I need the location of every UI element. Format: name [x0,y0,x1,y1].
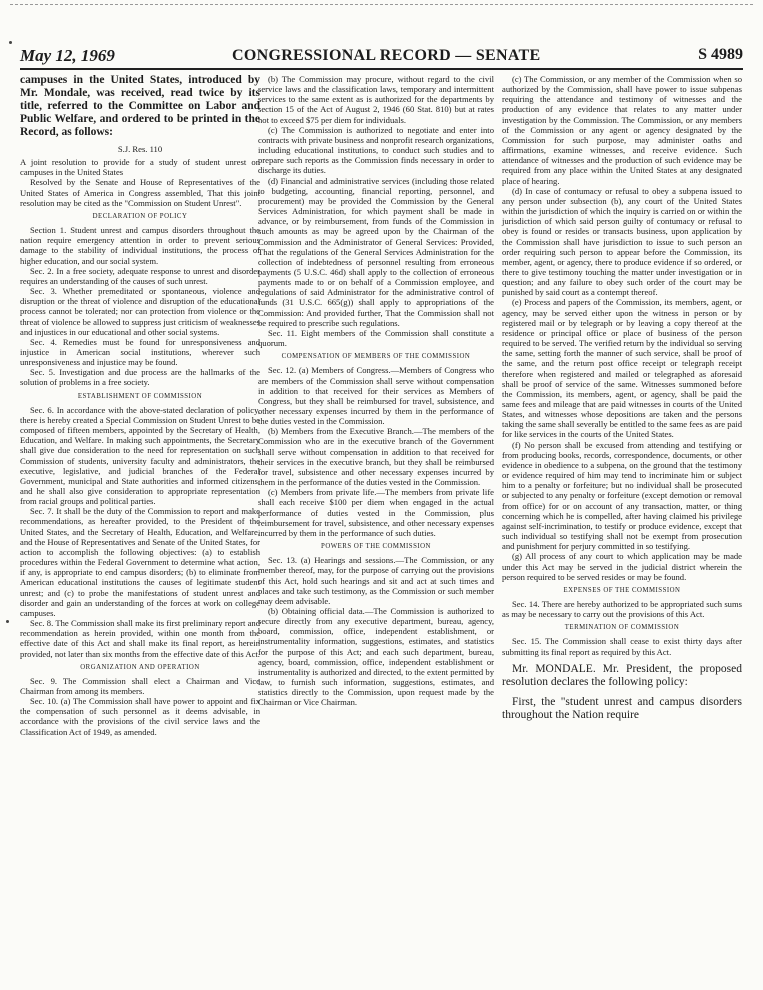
heading-declaration-of-policy: DECLARATION OF POLICY [92,212,188,220]
section-13c: (c) The Commission, or any member of the Commission when so authorized by the Commission, shall have power to issue subpenas requiring the attendance and testimony of witnesses and the production of any evidence that relates to any matter under investigation by the Commission. The Commission, or any members of the Commission or any agent or agency designated by the Commission for such purpose, may administer oaths and affirmations, examine witnesses, and receive evidence. Such attendance of witnesses and the production of such evidence may be required from any place within the United States at any designated place of hearing. [502,74,742,186]
section-13d: (d) In case of contumacy or refusal to obey a subpena issued to any person under subsection (b), any court of the United States within the jurisdiction of which the inquiry is carried on or within the jurisdiction of which said person guilty of contumacy or refusal to obey is found or resides or transacts business, upon application by the Commission shall have jurisdiction to issue to such person an order requiring such person to appear before the Commission, its member, agent, or agency, there to produce evidence if so ordered, or there to give testimony touching the matter under investigation or in question; and any failure to obey such order of the court may be punished by said court as a contempt thereof. [502,185,742,298]
section-11: Sec. 11. Eight members of the Commission shall constitute a quorum. [258,327,494,349]
mondale-statement: Mr. MONDALE. Mr. President, the proposed resolution declares the following policy: [502,662,742,689]
header-rule [20,68,743,70]
section-14: Sec. 14. There are hereby authorized to be appropriated such sums as may be necessary to carry out the provisions of this Act. [502,598,742,620]
column-middle [258,74,494,708]
section-7: Sec. 7. It shall be the duty of the Commission to report and make recommendations, as hereafter provided, to the President of the United States, and the Secretary of Health, Education, and Welfare, and the House of Representatives and Senate of the United States, for action to accomplish the following objectives: (a) to establish procedures within the Federal Government to determine what action, if any, is appropriate to end campus disorders; (b) to eliminate from American educational institutions the causes of legitimate student unrest; and (c) to probe the manifestations of student unrest and disorder and gain an understanding of the forces at work on college campuses. [20,506,260,618]
heading-compensation: COMPENSATION OF MEMBERS OF THE COMMISSION [281,353,471,361]
heading-expenses: EXPENSES OF THE COMMISSION [563,586,681,594]
print-speck [9,41,12,44]
section-12c: (c) Members from private life.—The members from private life shall each receive $100 per diem when engaged in the actual performance of duties vested in the Commission, plus reimbursement for travel, subsistence, and other necessary expenses incurred by them in the performance of such duties. [258,487,494,538]
top-dashed-border [10,4,753,5]
section-12a: Sec. 12. (a) Members of Congress.—Members of Congress who are members of the Commission shall serve without compensation in addition to that received for their services as Members of Congress, but they shall be reimbursed for travel, subsistence, and other necessary expenses incurred by them in the performance of the duties vested in the Commission. [258,365,494,427]
section-1: Section 1. Student unrest and campus disorders throughout the nation require emergency attention in order to prevent serious damage to the stability of individual institutions, the process of higher education, and our social system. [20,225,260,266]
print-speck [6,620,9,623]
heading-organization: ORGANIZATION AND OPERATION [80,663,200,671]
section-13b: (b) Obtaining official data.—The Commission is authorized to secure directly from any executive department, bureau, agency, board, commission, office, independent establishment, or instrumentality information, suggestions, estimates, and statistics for the purpose of this Act; and each such department, bureau, agency, board, commission, office, independent establishment or instrumentality is authorized and directed, to the extent permitted by law, to furnish such information, suggestions, estimates, and statistics directly to the Commission, upon request made by the Chairman or Vice Chairman. [258,605,494,708]
header-page-number: S 4989 [698,46,743,63]
section-15: Sec. 15. The Commission shall cease to exist thirty days after submitting its final report as required by this Act. [502,636,742,657]
section-13g: (g) All process of any court to which application may be made under this Act may be served in the judicial district wherein the person required to be served resides or may be found. [502,551,742,582]
section-13a: Sec. 13. (a) Hearings and sessions.—The Commission, or any member thereof, may, for the purpose of carrying out the provisions of this Act, hold such hearings and sit and act at such times and places and take such testimony, as the Commission or such member may deem advisable. [258,555,494,606]
section-13e: (e) Process and papers of the Commission, its members, agent, or agency, may be served either upon the witness in person or by registered mail or by telegraph or by leaving a copy thereof at the residence or principal office or place of business of the person required to be served. The verified return by the individual so serving the same, setting forth the manner of such service, shall be proof of the same, and the return post office receipt or telegraph receipt therefore when registered and mailed or telegraphed as aforesaid shall be proof of service of the same. Witnesses summoned before the Commission, its members, agent, or agency, shall be paid the same fees and mileage that are paid witnesses in courts of the United States, and witnesses whose depositions are taken and the persons taking the same shall severally be entitled to the same fees as are paid for like services in the courts of the United States. [502,297,742,440]
section-10b: (b) The Commission may procure, without regard to the civil service laws and the classification laws, temporary and intermittent services to the same extent as is authorized for the departments by section 15 of the Act of August 2, 1946 (60 Stat. 810) but at rates not to exceed $75 per diem for individuals. [258,74,494,125]
column-right [502,74,742,722]
column-left [20,74,260,737]
section-10a: Sec. 10. (a) The Commission shall have power to appoint and fix the compensation of such personnel as it deems advisable, in accordance with the provisions of the civil service laws and the Classification Act of 1949, as amended. [20,696,260,737]
section-5: Sec. 5. Investigation and due process are the hallmarks of the solution of problems in a free society. [20,367,260,388]
section-10c: (c) The Commission is authorized to negotiate and enter into contracts with private business and nonprofit research organizations, including educational institutions, to conduct such studies and to prepare such reports as the Commission finds necessary in order to discharge its duties. [258,124,494,176]
section-13f: (f) No person shall be excused from attending and testifying or from producing books, records, correspondence, documents, or other evidence in obedience to a subpena, on the ground that the testimony or evidence required of him may tend to incriminate him or subject him to a penalty or forfeiture; but no individual shall be prosecuted or subjected to any penalty or forfeiture (except demotion or removal from office) for or on account of any transaction, matter, or thing concerning which he is compelled, after having claimed his privilege against self-incrimination, to testify or produce evidence, except that such individual so testifying shall not be exempt from prosecution and punishment for perjury committed in so testifying. [502,439,742,552]
section-12b: (b) Members from the Executive Branch.—The members of the Commission who are in the executive branch of the Government shall serve without compensation in addition to that received for their services in the executive branch, but they shall be reimbursed for travel, subsistence and other necessary expenses incurred by them in the performance of the duties vested in the Commission. [258,426,494,488]
heading-powers: POWERS OF THE COMMISSION [321,543,431,551]
section-9: Sec. 9. The Commission shall elect a Chairman and Vice Chairman from among its members. [20,675,260,696]
section-10d: (d) Financial and administrative services (including those related to budgeting, accounting, financial reporting, personnel, and procurement) may be provided the Commission by the General Services Administration, for which payment shall be made in advance, or by reimbursement, from funds of the Commission in such amounts as may be agreed upon by the Chairman of the Commission and the Administrator of General Services: Provided, That the regulations of the General Services Administration for the collection of indebtedness of personnel resulting from erroneous payments (5 U.S.C. 46d) shall apply to the collection of erroneous payments made to or on behalf of a Commission employee, and regulations of said Administrator for the administrative control of funds (31 U.S.C. 665(g)) shall apply to appropriations of the Commission: And provided further, That the Commission shall not be required to prescribe such regulations. [258,175,494,328]
heading-termination: TERMINATION OF COMMISSION [564,624,680,632]
intro-paragraph: campuses in the United States, introduced by Mr. Mondale, was received, read twice by its title, referred to the Committee on Labor and Public Welfare, and ordered to be printed in the Record, as follows: [20,74,260,138]
mondale-first-point: First, the "student unrest and campus disorders throughout the Nation require [502,695,742,721]
section-4: Sec. 4. Remedies must be found for unresponsiveness and injustice in American social institutions, wherever such unresponsiveness and injustice may be found. [20,336,260,368]
header-date: May 12, 1969 [20,46,115,65]
section-6: Sec. 6. In accordance with the above-stated declaration of policy, there is hereby created a Special Commission on Student Unrest to be composed of fifteen members, appointed by the Secretary of Health, Education, and Welfare. In making such appointments, the Secretary shall give due consideration to the need for representation on such Commission of students, university faculty and administrators, the executive, legislative, and judicial branches of the Federal Government, municipal and State authorities and informed citizens, and he shall also give consideration to appropriate representation from racial groups and political parties. [20,404,260,507]
header-title: CONGRESSIONAL RECORD — SENATE [232,47,541,64]
resolved-clause: Resolved by the Senate and House of Representatives of the United States of America in Congress assembled, That this joint resolution may be cited as the "Commission on Student Unrest". [20,177,260,208]
page-header [20,46,743,68]
heading-establishment: ESTABLISHMENT OF COMMISSION [77,392,203,400]
resolution-number: S.J. Res. 110 [117,144,163,154]
section-8: Sec. 8. The Commission shall make its first preliminary report and recommendation as herein provided, within one month from the effective date of this Act and shall make its final report, as herein provided, not later than six months from the effective date of this Act. [20,618,260,659]
section-3: Sec. 3. Whether premeditated or spontaneous, violence and disruption or the threat of violence and disruption of the educational process cannot be tolerated; nor can protection from violence or the threat of violence be allowed to suppress just criticism of weaknesses and injustices in our educational and other social systems. [20,286,260,337]
joint-resolution-title: A joint resolution to provide for a study of student unrest on campuses in the United States [20,157,260,178]
section-2: Sec. 2. In a free society, adequate response to unrest and disorder requires an understanding of the causes of such unrest. [20,265,260,286]
